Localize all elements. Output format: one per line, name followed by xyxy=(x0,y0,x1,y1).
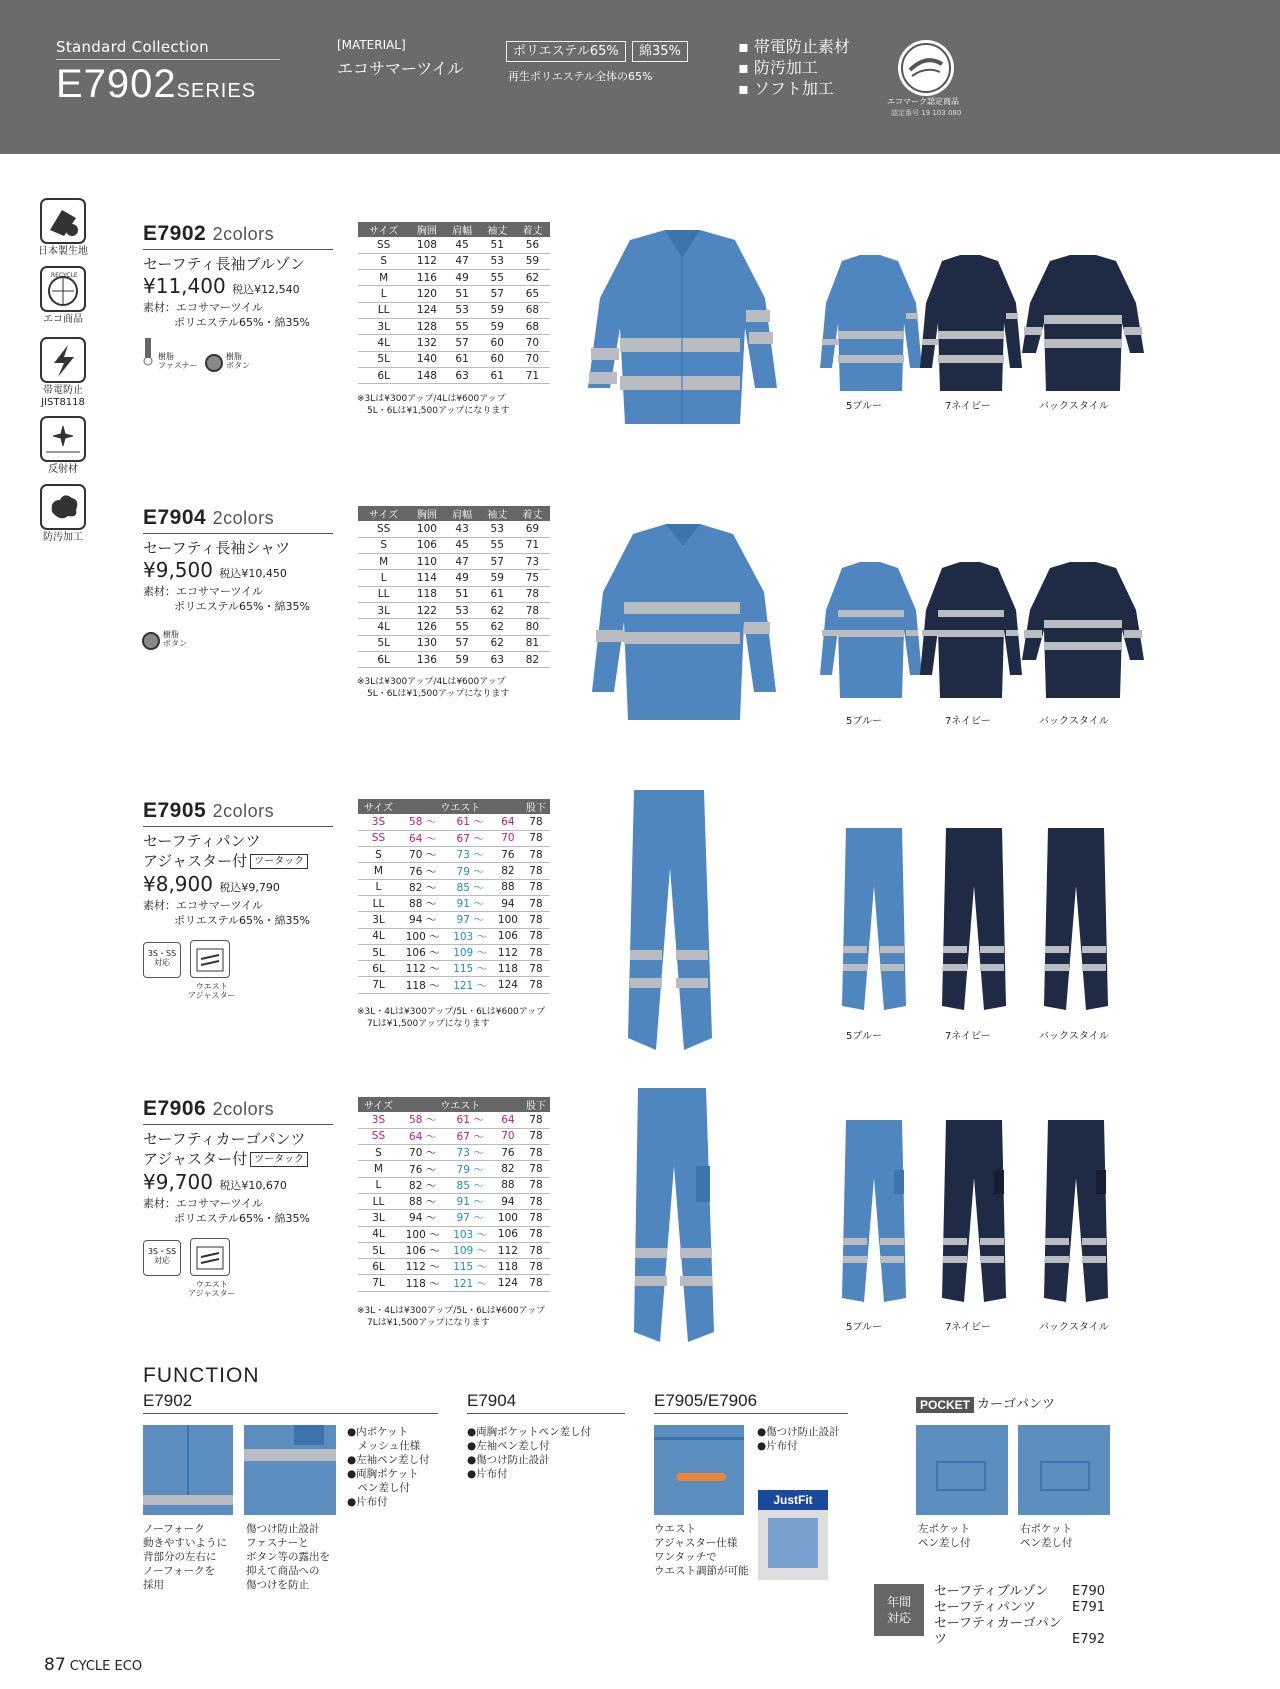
size-note: ※3Lは¥300アップ/4Lは¥600アップ 5L・6Lは¥1,500アップになります xyxy=(357,677,510,699)
size-note: ※3L・4Lは¥300アップ/5L・6Lは¥600アップ 7Lは¥1,500アップになります xyxy=(357,1306,546,1328)
caption-blue: 5ブルー xyxy=(846,1031,882,1042)
product-code-e7906: E7906 2colors xyxy=(143,1097,275,1120)
caption-blue: 5ブルー xyxy=(846,401,882,412)
table-row: S 70 ～ 73 ～ 76 78 xyxy=(358,847,550,863)
size-table-e7904 xyxy=(358,506,550,668)
related-products xyxy=(934,1584,1105,1648)
product-material: 素材：エコサマーツイル ポリエステル65%・綿35% xyxy=(143,585,310,613)
antistatic-label: 帯電防止 JIST8118 xyxy=(41,385,85,408)
collection-label: Standard Collection xyxy=(56,38,209,56)
table-header: サイズ ウエスト 股下 xyxy=(358,799,550,814)
material-name: エコサマーツイル xyxy=(337,59,464,78)
tag-cotton: 綿35% xyxy=(632,41,688,62)
feature-item: ▪ 防汚加工 xyxy=(738,58,818,77)
table-header: サイズ ウエスト 股下 xyxy=(358,1097,550,1112)
pants-back-image xyxy=(1042,826,1110,1012)
eco-product-label: エコ商品 xyxy=(43,314,83,325)
antistatic-icon xyxy=(40,337,86,383)
table-row: 3L 94 ～ 97 ～ 100 78 xyxy=(358,912,550,928)
scratch-proof-caption: 傷つけ防止設計 ファスナーと ボタン等の露出を 抑えて商品への 傷つけを防止 xyxy=(246,1523,330,1591)
shirt-blue-image xyxy=(818,560,923,700)
table-row: 5L 106 ～ 109 ～ 112 78 xyxy=(358,944,550,960)
e7902-feature-list: ●内ポケット メッシュ仕様 ●左袖ペン差し付 ●両胸ポケット ペン差し付 ●片布付 xyxy=(347,1426,430,1508)
eco-product-icon xyxy=(40,266,86,312)
waist-adjuster-label: ウエスト アジャスター xyxy=(188,1280,236,1298)
table-row: 3L 122 53 62 78 xyxy=(358,602,550,618)
shirt-navy-image xyxy=(918,560,1023,700)
feature-item: ▪ 帯電防止素材 xyxy=(738,37,850,56)
table-row: LL 88 ～ 91 ～ 94 78 xyxy=(358,1193,550,1209)
table-row: 4L 100 ～ 103 ～ 106 78 xyxy=(358,1226,550,1242)
size-table-e7905 xyxy=(358,799,550,994)
table-row: LL 124 53 59 68 xyxy=(358,302,550,318)
table-row: 4L 132 57 60 70 xyxy=(358,335,550,351)
recycled-note: 再生ポリエステル全体の65% xyxy=(508,70,653,83)
table-row: 3S 58 ～ 61 ～ 64 78 xyxy=(358,1112,550,1128)
cargo-pants-navy-image xyxy=(940,1118,1010,1304)
table-row: S 106 45 55 71 xyxy=(358,537,550,553)
size-3s-ss-badge: 3S・SS 対応 xyxy=(143,942,181,978)
divider xyxy=(143,1413,438,1414)
left-pocket-caption: 左ポケット ペン差し付 xyxy=(918,1523,971,1549)
product-material: 素材：エコサマーツイル ポリエステル65%・綿35% xyxy=(143,301,310,329)
waist-adjuster-photo xyxy=(654,1425,744,1515)
svg-text:RECYCLE: RECYCLE xyxy=(51,272,78,279)
resin-button-icon xyxy=(142,632,160,652)
waist-adjuster-caption: ウエスト アジャスター仕様 ワンタッチで ウエスト調節が可能 xyxy=(654,1523,749,1577)
divider xyxy=(143,533,333,534)
table-row: L 82 ～ 85 ～ 88 78 xyxy=(358,879,550,895)
table-row: 3L 128 55 59 68 xyxy=(358,318,550,334)
product-price: ¥8,900 税込¥9,790 xyxy=(143,872,280,896)
table-row: LL 118 51 61 78 xyxy=(358,586,550,602)
waist-adjuster-icon xyxy=(190,940,230,978)
cargo-pants-main-image xyxy=(630,1086,716,1346)
resin-zipper-label: 樹脂 ファスナー xyxy=(158,352,198,370)
norfolk-photo xyxy=(143,1425,233,1515)
table-row: 3L 94 ～ 97 ～ 100 78 xyxy=(358,1210,550,1226)
jacket-navy-image xyxy=(918,253,1023,393)
pocket-title: カーゴパンツ xyxy=(977,1397,1056,1412)
series-title: E7902SERIES xyxy=(56,62,257,106)
product-name: セーフティ長袖ブルゾン xyxy=(143,255,305,273)
eco-mark-label: エコマーク認定商品 xyxy=(887,97,959,106)
product-name: セーフティ長袖シャツ xyxy=(143,539,291,557)
jacket-blue-image xyxy=(818,253,923,393)
scratch-proof-photo xyxy=(244,1425,336,1515)
jacket-back-image xyxy=(1020,253,1146,393)
right-pocket-caption: 右ポケット ペン差し付 xyxy=(1020,1523,1073,1549)
table-row: M 116 49 55 62 xyxy=(358,270,550,286)
tag-polyester: ポリエステル65% xyxy=(506,41,626,62)
eco-mark-icon xyxy=(898,40,954,96)
function-e7902-heading: E7902 xyxy=(143,1391,193,1410)
divider xyxy=(654,1413,848,1414)
function-e7905-heading: E7905/E7906 xyxy=(654,1391,758,1410)
product-code-e7905: E7905 2colors xyxy=(143,799,275,822)
resin-button-icon xyxy=(205,354,223,374)
right-pocket-photo xyxy=(1018,1425,1110,1515)
table-row: M 110 47 57 73 xyxy=(358,554,550,570)
e7904-feature-list: ●両胸ポケットペン差し付 ●左袖ペン差し付 ●傷つけ防止設計 ●片布付 xyxy=(467,1426,592,1480)
page-footer: 87 CYCLE ECO xyxy=(44,1655,143,1675)
reflective-icon xyxy=(40,416,86,462)
size-note: ※3Lは¥300アップ/4Lは¥600アップ 5L・6Lは¥1,500アップになります xyxy=(357,394,510,416)
size-table-e7902 xyxy=(358,222,550,384)
caption-navy: 7ネイビー xyxy=(945,716,991,727)
product-material: 素材：エコサマーツイル ポリエステル65%・綿35% xyxy=(143,1197,310,1225)
product-code-e7902: E7902 2colors xyxy=(143,222,275,245)
table-row: 4L 126 55 62 80 xyxy=(358,619,550,635)
related-item: セーフティブルゾン E790 xyxy=(934,1584,1106,1599)
table-row: M 76 ～ 79 ～ 82 78 xyxy=(358,1161,550,1177)
caption-back: バックスタイル xyxy=(1039,401,1109,412)
table-row: 6L 112 ～ 115 ～ 118 78 xyxy=(358,1259,550,1275)
table-row: 7L 118 ～ 121 ～ 124 78 xyxy=(358,1275,550,1291)
stain-resistant-icon xyxy=(40,484,86,530)
stain-resistant-label: 防汚加工 xyxy=(43,532,83,543)
caption-navy: 7ネイビー xyxy=(945,1322,991,1333)
product-material: 素材：エコサマーツイル ポリエステル65%・綿35% xyxy=(143,899,310,927)
waist-adjuster-label: ウエスト アジャスター xyxy=(188,982,236,1000)
table-row: 7L 118 ～ 121 ～ 124 78 xyxy=(358,977,550,993)
table-row: 6L 112 ～ 115 ～ 118 78 xyxy=(358,961,550,977)
table-row: SS 108 45 51 56 xyxy=(358,237,550,253)
table-row: 5L 130 57 62 81 xyxy=(358,635,550,651)
table-row: LL 88 ～ 91 ～ 94 78 xyxy=(358,895,550,911)
feature-item: ▪ ソフト加工 xyxy=(738,79,834,98)
justfit-logo: JustFit xyxy=(758,1490,828,1580)
product-price: ¥9,700 税込¥10,670 xyxy=(143,1170,287,1194)
page-header xyxy=(0,0,1280,154)
reflective-label: 反射材 xyxy=(48,464,78,475)
shirt-main-image xyxy=(588,522,778,722)
pants-blue-image xyxy=(840,826,908,1012)
table-row: SS 64 ～ 67 ～ 70 78 xyxy=(358,1128,550,1144)
divider xyxy=(143,1124,333,1125)
cargo-pants-back-image xyxy=(1042,1118,1112,1304)
table-row: 3S 58 ～ 61 ～ 64 78 xyxy=(358,814,550,830)
table-row: 4L 100 ～ 103 ～ 106 78 xyxy=(358,928,550,944)
size-table-e7906 xyxy=(358,1097,550,1292)
pocket-tag: POCKET xyxy=(916,1397,974,1413)
jacket-main-image xyxy=(585,228,780,424)
resin-button-label: 樹脂 ボタン xyxy=(163,630,187,648)
table-row: 5L 140 61 60 70 xyxy=(358,351,550,367)
size-3s-ss-badge: 3S・SS 対応 xyxy=(143,1240,181,1276)
resin-button-label: 樹脂 ボタン xyxy=(226,352,250,370)
table-row: 6L 148 63 61 71 xyxy=(358,367,550,383)
table-row: SS 100 43 53 69 xyxy=(358,521,550,537)
caption-back: バックスタイル xyxy=(1039,1031,1109,1042)
caption-blue: 5ブルー xyxy=(846,1322,882,1333)
waist-adjuster-icon xyxy=(190,1238,230,1276)
feature-list xyxy=(738,36,850,99)
table-row: L 120 51 57 65 xyxy=(358,286,550,302)
caption-navy: 7ネイビー xyxy=(945,401,991,412)
japan-fabric-label: 日本製生地 xyxy=(38,246,88,257)
product-name: セーフティカーゴパンツ アジャスター付 ツータック xyxy=(143,1129,308,1169)
japan-fabric-icon xyxy=(40,198,86,244)
function-title: FUNCTION xyxy=(143,1364,260,1387)
table-row: L 82 ～ 85 ～ 88 78 xyxy=(358,1177,550,1193)
caption-blue: 5ブルー xyxy=(846,716,882,727)
pants-main-image xyxy=(624,788,714,1053)
product-price: ¥9,500 税込¥10,450 xyxy=(143,558,287,582)
resin-zipper-icon xyxy=(142,338,154,368)
product-code-e7904: E7904 2colors xyxy=(143,506,275,529)
table-row: S 112 47 53 59 xyxy=(358,253,550,269)
caption-navy: 7ネイビー xyxy=(945,1031,991,1042)
product-price: ¥11,400 税込¥12,540 xyxy=(143,274,300,298)
e7905-feature-list: ●傷つけ防止設計 ●片布付 xyxy=(757,1426,840,1452)
table-row: L 114 49 59 75 xyxy=(358,570,550,586)
caption-back: バックスタイル xyxy=(1039,716,1109,727)
divider xyxy=(467,1413,625,1414)
table-header: サイズ 胸囲 肩幅 袖丈 着丈 xyxy=(358,222,550,237)
shirt-back-image xyxy=(1020,560,1146,700)
left-pocket-photo xyxy=(916,1425,1008,1515)
norfolk-caption: ノーフォーク 動きやすいように 背部分の左右に ノーフォークを 採用 xyxy=(143,1523,227,1591)
table-row: S 70 ～ 73 ～ 76 78 xyxy=(358,1145,550,1161)
related-item: セーフティパンツ E791 xyxy=(934,1600,1106,1615)
table-row: M 76 ～ 79 ～ 82 78 xyxy=(358,863,550,879)
year-round-badge: 年間 対応 xyxy=(874,1584,924,1636)
cargo-pants-blue-image xyxy=(840,1118,910,1304)
table-header: サイズ 胸囲 肩幅 袖丈 着丈 xyxy=(358,506,550,521)
size-note: ※3L・4Lは¥300アップ/5L・6Lは¥600アップ 7Lは¥1,500アップになります xyxy=(357,1007,546,1029)
table-row: 6L 136 59 63 82 xyxy=(358,651,550,667)
header-divider xyxy=(56,59,280,60)
divider xyxy=(143,826,333,827)
eco-mark-number: 認定番号 19 103 080 xyxy=(891,109,962,117)
caption-back: バックスタイル xyxy=(1039,1322,1109,1333)
material-label: [MATERIAL] xyxy=(337,38,406,52)
related-item: セーフティカーゴパンツ E792 xyxy=(934,1616,1106,1647)
product-name: セーフティパンツ アジャスター付 ツータック xyxy=(143,831,308,871)
table-row: SS 64 ～ 67 ～ 70 78 xyxy=(358,830,550,846)
function-e7904-heading: E7904 xyxy=(467,1391,517,1410)
divider xyxy=(143,249,333,250)
table-row: 5L 106 ～ 109 ～ 112 78 xyxy=(358,1242,550,1258)
pants-navy-image xyxy=(940,826,1008,1012)
